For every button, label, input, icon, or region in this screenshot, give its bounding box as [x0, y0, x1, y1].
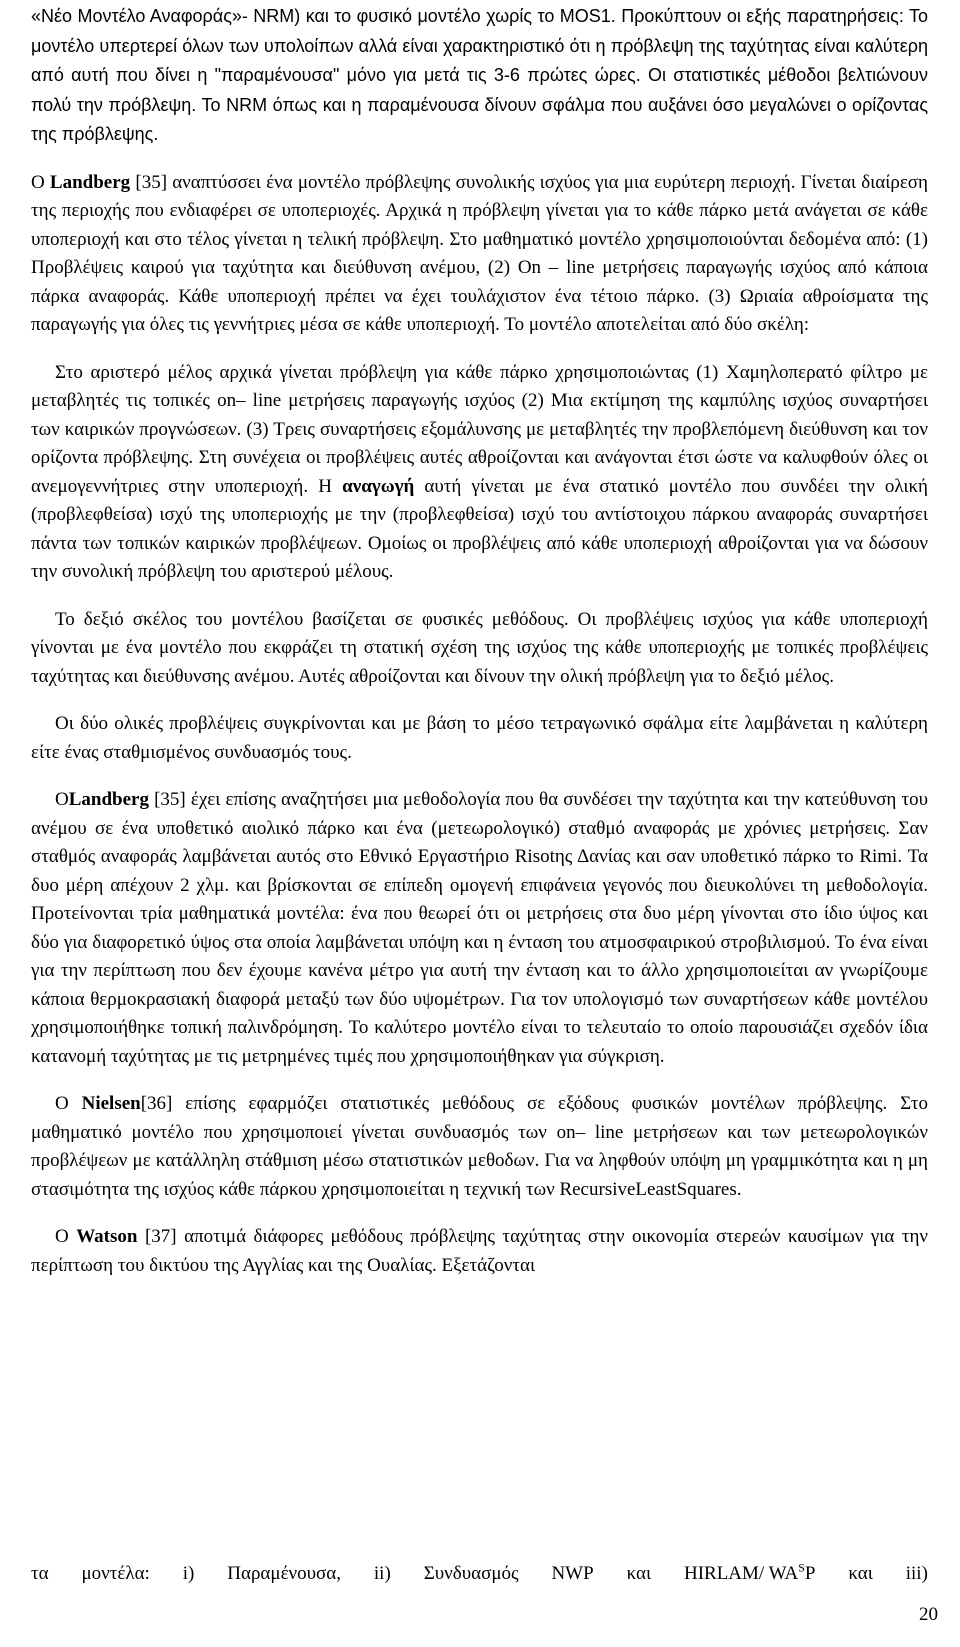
word: και: [626, 1563, 652, 1584]
paragraph-watson-last-line: [31, 1560, 928, 1589]
author-name: Nielsen: [81, 1093, 141, 1114]
paragraph-landberg-methodology: [31, 786, 928, 1071]
paragraph-nrm-observations: [31, 2, 928, 150]
paragraph-text: [35] έχει επίσης αναζητήσει μια μεθοδολογία που θα συνδέσει την ταχύτητα και την κατεύθυνση του ανέμου σε ένα υποθετικό αιολικό πάρκο και ένα (μετεωρολογικό) σταθμό αναφοράς με χρόνιες μετρήσεις. Σαν σταθμός αναφοράς λαμβάνεται αυτός στο Εθνικό Εργαστήριο Risotης Δανίας και σαν υποθετικό πάρκο το Rimi. Τα δυο μέρη απέχουν 2 χλμ. και βρίσκονται σε επίπεδη ομογενή επιφάνεια γεγονός που διευκολύνει τη μεθοδολογία. Προτείνονται τρία μαθηματικά μοντέλα: ένα που θεωρεί ότι οι μετρήσεις στα δυο μέρη γίνονται στο ίδιο ύψος και δύο για διαφορετικό ύψος στα οποία λαμβάνεται υπόψη και η ένταση του ατμοσφαιρικού στροβιλισμού. Το ένα είναι για την περίπτωση που δεν έχουμε κανένα μέτρο για αυτή την ένταση και το άλλο χρησιμοποιείται αν γνωρίζουμε κάποια θερμοκρασιακή διαφορά μεταξύ των δύο υψομέτρων. Για τον υπολογισμό των συναρτήσεων κάθε μοντέλου χρησιμοποιήθηκε τοπική παλινδρόμηση. Το καλύτερο μοντέλο είναι το τελευταίο το οποίο παρουσιάζει σχεδόν ίδια κατανομή ταχύτητας με τις μετρημένες τιμές που χρησιμοποιήθηκαν για σύγκριση.: [31, 789, 928, 1067]
paragraph-text: [35] αναπτύσσει ένα μοντέλο πρόβλεψης συνολικής ισχύος για μια ευρύτερη περιοχή. Γίνεται διαίρεση της περιοχής που ενδιαφέρει σε υποπεριοχές. Αρχικά η πρόβλεψη γίνεται για το κάθε πάρκο μετά ανάγεται σε κάθε υποπεριοχή και στο τέλος γίνεται η τελική πρόβλεψη. Στο μαθηματικό μοντέλο χρησιμοποιούνται δεδομένα από: (1) Προβλέψεις καιρού για ταχύτητα και διεύθυνση ανέμου, (2) On – line μετρήσεις παραγωγής ισχύος από κάποια πάρκα αναφοράς. Κάθε υποπεριοχή πρέπει να έχει τουλάχιστον ένα τέτοιο πάρκο. (3) Ωριαία αθροίσματα της παραγωγής για όλες τις γεννήτριες μέσα σε κάθε υποπεριοχή. Το μοντέλο αποτελείται από δύο σκέλη:: [31, 171, 928, 335]
paragraph-comparison: [31, 710, 928, 767]
word: μοντέλα:: [81, 1563, 150, 1584]
page-number: 20: [919, 1604, 938, 1625]
paragraph-left-member: [31, 359, 928, 587]
word: Συνδυασμός: [423, 1563, 519, 1584]
paragraph-text: [36] επίσης εφαρμόζει στατιστικές μεθόδους σε εξόδους φυσικών μοντέλων πρόβλεψης. Στο μαθηματικό μοντέλο που χρησιμοποιεί γίνεται συνδυασμός των on– line μετρήσεων και των μετεωρολογικών προβλέψεων με κατάλληλη στάθμιση μέσω στατιστικών μεθοδων. Για να ληφθούν υπόψη μη γραμμικότητα και η μη στασιμότητα της ισχύος κάθε πάρκου χρησιμοποιείται η τεχνική των RecursiveLeastSquares.: [31, 1093, 928, 1200]
word: και: [848, 1563, 873, 1584]
word: WA: [768, 1563, 799, 1584]
paragraph-prefix: Ο: [55, 1093, 82, 1114]
paragraph-text: αυτή γίνεται με ένα στατικό μοντέλο που συνδέει την ολική (προβλεφθείσα) ισχύ της υποπεριοχής με την (προβλεφθείσα) ισχύ του αντίστοιχου πάρκου αναφοράς συναρτήσει πάντα των τοπικών καιρικών προβλέψεων. Ομοίως οι προβλέψεις από κάθε υποπεριοχή αθροίζονται για να δώσουν την συνολική πρόβλεψη του αριστερού μέλους.: [31, 475, 928, 582]
word: i): [182, 1563, 195, 1584]
word: Παραμένουσα,: [227, 1563, 341, 1584]
author-name: Landberg: [49, 171, 131, 193]
author-name: Watson: [76, 1226, 138, 1247]
paragraph-watson: [31, 1223, 928, 1280]
word: τα: [31, 1563, 49, 1584]
bold-term: αναγωγή: [342, 475, 415, 497]
document-page: [31, 0, 928, 1280]
word: ii): [373, 1563, 391, 1584]
paragraph-prefix: Ο: [55, 789, 69, 810]
word: NWP: [551, 1563, 594, 1584]
paragraph-text: Στο αριστερό μέλος αρχικά γίνεται πρόβλεψη για κάθε πάρκο χρησιμοποιώντας (1) Χαμηλοπερατό φίλτρο με μεταβλητές τις τοπικές on– line μετρήσεις παραγωγής ισχύος (2) Μια εκτίμηση της καμπύλης ισχύος συναρτήσει των καιρικών προγνώσεων. (3) Τρεις συναρτήσεις εξομάλυνσης με μεταβλητές την προβλεπόμενη διεύθυνση και τον ορίζοντα πρόβλεψης. Στη συνέχεια οι προβλέψεις αυτές αθροίζονται και ανάγονται έτσι ώστε να καλυφθούν όλες οι ανεμογεννήτριες στην υποπεριοχή. Η: [31, 361, 928, 497]
author-name: Landberg: [68, 789, 149, 810]
paragraph-prefix: Ο: [31, 171, 50, 193]
paragraph-text: [37] αποτιμά διάφορες μεθόδους πρόβλεψης ταχύτητας στην οικονομία στερεών καυσίμων για την περίπτωση του δικτύου της Αγγλίας και της Ουαλίας. Εξετάζονται: [31, 1226, 928, 1276]
paragraph-landberg-model: [31, 169, 928, 340]
paragraph-right-member: [31, 606, 928, 692]
word-hirlam-wasp: [684, 1560, 815, 1589]
paragraph-text: Το δεξιό σκέλος του μοντέλου βασίζεται σε φυσικές μεθόδους. Οι προβλέψεις ισχύος για κάθε υποπεριοχή γίνονται με ένα μοντέλο που εκφράζει τη στατική σχέση της ισχύος της κάθε υποπεριοχής με τοπικές προβλέψεις ταχύτητας και διεύθυνσης ανέμου. Αυτές αθροίζονται και δίνουν την ολική πρόβλεψη για το δεξιό μέλος.: [31, 608, 928, 687]
superscript: S: [798, 1560, 805, 1575]
paragraph-text: «Νέο Μοντέλο Αναφοράς»- NRM) και το φυσικό μοντέλο χωρίς το MOS1. Προκύπτουν οι εξής παρατηρήσεις: Το μοντέλο υπερτερεί όλων των υπολοίπων αλλά είναι χαρακτηριστικό ότι η πρόβλεψη της ταχύτητας είναι καλύτερη από αυτή που δίνει η "παραμένουσα" μόνο για μετά τις 3-6 πρώτες ώρες. Οι στατιστικές μέθοδοι βελτιώνουν πολύ την πρόβλεψη. Το NRM όπως και η παραμένουσα δίνουν σφάλμα που αυξάνει όσο μεγαλώνει ο ορίζοντας της πρόβλεψης.: [31, 6, 928, 144]
paragraph-nielsen: [31, 1090, 928, 1204]
paragraph-text: Οι δύο ολικές προβλέψεις συγκρίνονται και με βάση το μέσο τετραγωνικό σφάλμα είτε λαμβάνεται η καλύτερη είτε ένας σταθμισμένος συνδυασμός τους.: [31, 713, 928, 763]
word: P: [804, 1563, 816, 1584]
word: iii): [905, 1563, 928, 1584]
word: HIRLAM/: [683, 1563, 765, 1584]
paragraph-prefix: Ο: [55, 1226, 77, 1247]
